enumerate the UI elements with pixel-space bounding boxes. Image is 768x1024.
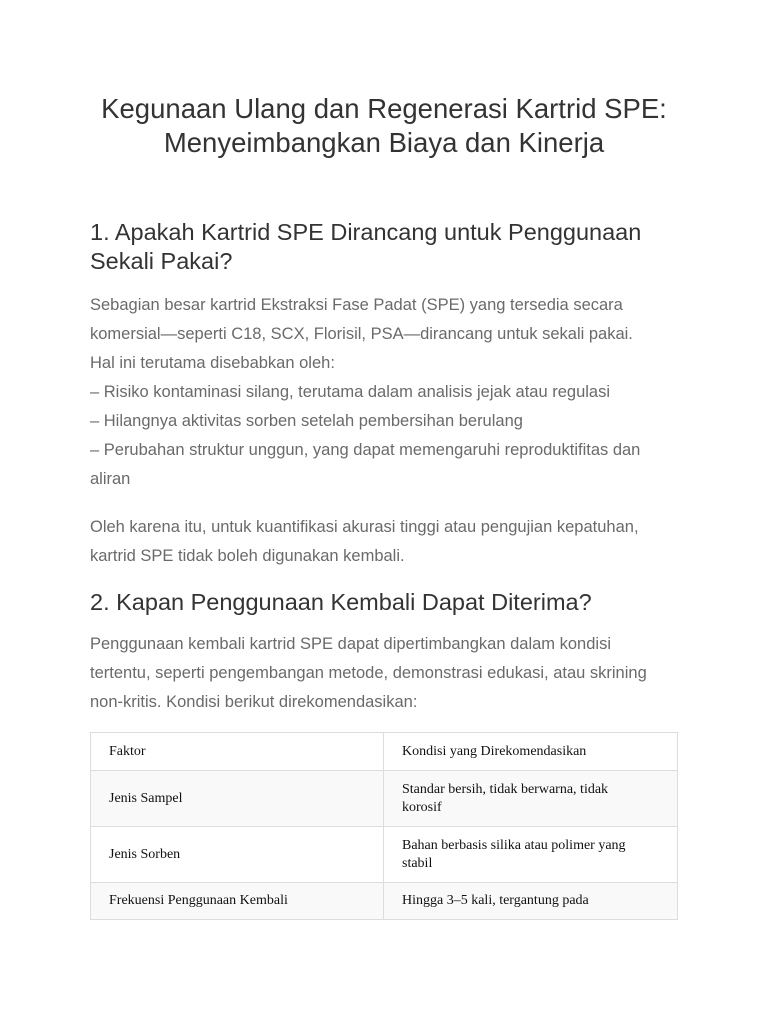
text-line: – Risiko kontaminasi silang, terutama dalam analisis jejak atau regulasi: [90, 383, 611, 401]
table-cell: [384, 827, 678, 883]
text-line: tertentu, seperti pengembangan metode, demonstrasi edukasi, atau skrining: [90, 664, 647, 682]
section-2-paragraph-1: [90, 630, 678, 717]
table-cell: Jenis Sorben: [91, 827, 384, 883]
table-cell-line: Hingga 3–5 kali, tergantung pada: [402, 893, 589, 908]
section-2-heading-line: 2. Kapan Penggunaan Kembali Dapat Diterima?: [90, 589, 592, 615]
table-cell: [384, 771, 678, 827]
table-cell-line: stabil: [402, 855, 433, 871]
text-line: – Hilangnya aktivitas sorben setelah pembersihan berulang: [90, 412, 523, 430]
section-1-paragraph-2: [90, 513, 678, 571]
page-title: [90, 92, 678, 160]
page-title-line: Kegunaan Ulang dan Regenerasi Kartrid SPE:: [101, 93, 667, 124]
table-cell-line: korosif: [402, 799, 442, 815]
section-2-heading: [90, 588, 592, 617]
text-line: Hal ini terutama disebabkan oleh:: [90, 354, 335, 372]
section-1-heading-line: 1. Apakah Kartrid SPE Dirancang untuk Penggunaan: [90, 219, 642, 245]
table-cell: [384, 883, 678, 920]
section-1-heading: [90, 218, 641, 276]
page-title-line: Menyeimbangkan Biaya dan Kinerja: [163, 127, 605, 158]
table-cell: Frekuensi Penggunaan Kembali: [91, 883, 384, 920]
table-header-cell: Faktor: [91, 733, 384, 771]
recommended-conditions-table: [90, 732, 678, 920]
section-1-paragraph-1: [90, 291, 678, 494]
text-line: non-kritis. Kondisi berikut direkomendasikan:: [90, 693, 418, 711]
text-line: Penggunaan kembali kartrid SPE dapat dipertimbangkan dalam kondisi: [90, 635, 611, 653]
table-row: [91, 771, 678, 827]
text-line: kartrid SPE tidak boleh digunakan kembali.: [90, 547, 405, 565]
table-header-row: [91, 733, 678, 771]
text-line: – Perubahan struktur unggun, yang dapat memengaruhi reproduktifitas dan: [90, 441, 641, 459]
table-cell-line: Standar bersih, tidak berwarna, tidak: [402, 781, 609, 797]
section-1-heading-line: Sekali Pakai?: [90, 248, 233, 274]
text-line: Oleh karena itu, untuk kuantifikasi akurasi tinggi atau pengujian kepatuhan,: [90, 518, 639, 536]
table-row: [91, 883, 678, 920]
table-cell-line: Bahan berbasis silika atau polimer yang: [402, 837, 626, 853]
table-header-cell: Kondisi yang Direkomendasikan: [384, 733, 678, 771]
table-cell: Jenis Sampel: [91, 771, 384, 827]
text-line: komersial—seperti C18, SCX, Florisil, PSA—dirancang untuk sekali pakai.: [90, 325, 633, 343]
table-row: [91, 827, 678, 883]
text-line: Sebagian besar kartrid Ekstraksi Fase Padat (SPE) yang tersedia secara: [90, 296, 623, 314]
text-line: aliran: [90, 470, 131, 488]
